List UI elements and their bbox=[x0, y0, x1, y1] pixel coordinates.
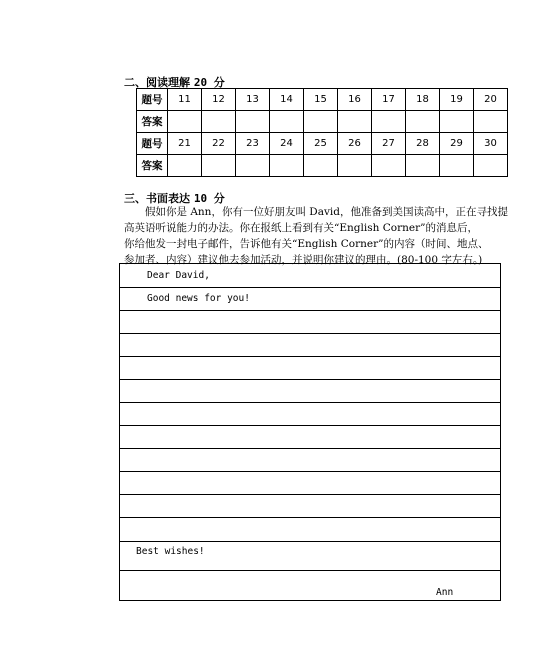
ruled-line bbox=[120, 425, 500, 426]
ruled-line bbox=[120, 448, 500, 449]
ruled-line bbox=[120, 570, 500, 571]
answer-cell[interactable] bbox=[406, 155, 440, 177]
question-number-cell: 24 bbox=[270, 133, 304, 155]
section-two-score: 20 分 bbox=[193, 76, 225, 89]
table-row bbox=[137, 111, 508, 133]
answer-cell[interactable] bbox=[440, 111, 474, 133]
answer-cell[interactable] bbox=[338, 111, 372, 133]
answer-cell[interactable] bbox=[338, 155, 372, 177]
question-number-cell: 30 bbox=[474, 133, 508, 155]
question-number-cell: 15 bbox=[304, 89, 338, 111]
letter-closing: Best wishes! bbox=[136, 546, 205, 557]
ruled-line bbox=[120, 287, 500, 288]
ruled-line bbox=[120, 402, 500, 403]
question-number-cell: 20 bbox=[474, 89, 508, 111]
prompt-line: 假如你是 Ann，你有一位好朋友叫 David，他准备到美国读高中，正在寻找提 bbox=[124, 206, 508, 218]
ruled-line bbox=[120, 379, 500, 380]
question-number-cell: 11 bbox=[168, 89, 202, 111]
question-number-cell: 17 bbox=[372, 89, 406, 111]
ruled-line bbox=[120, 494, 500, 495]
question-number-cell: 23 bbox=[236, 133, 270, 155]
question-number-cell: 29 bbox=[440, 133, 474, 155]
table-row bbox=[137, 155, 508, 177]
section-three-title: 三、书面表达 bbox=[124, 192, 194, 205]
question-number-label: 题号 bbox=[137, 89, 168, 111]
question-number-cell: 18 bbox=[406, 89, 440, 111]
answer-cell[interactable] bbox=[406, 111, 440, 133]
question-number-cell: 27 bbox=[372, 133, 406, 155]
answer-cell[interactable] bbox=[440, 155, 474, 177]
answer-cell[interactable] bbox=[202, 155, 236, 177]
answer-cell[interactable] bbox=[236, 155, 270, 177]
question-number-cell: 12 bbox=[202, 89, 236, 111]
question-number-cell: 19 bbox=[440, 89, 474, 111]
answer-cell[interactable] bbox=[304, 111, 338, 133]
answer-cell[interactable] bbox=[474, 111, 508, 133]
question-number-cell: 16 bbox=[338, 89, 372, 111]
section-three-score: 10 分 bbox=[193, 192, 225, 205]
answer-cell[interactable] bbox=[168, 155, 202, 177]
ruled-line bbox=[120, 471, 500, 472]
letter-writing-box[interactable] bbox=[119, 263, 501, 601]
answer-label: 答案 bbox=[137, 155, 168, 177]
answer-cell[interactable] bbox=[372, 155, 406, 177]
answer-table bbox=[136, 88, 508, 177]
answer-cell[interactable] bbox=[168, 111, 202, 133]
answer-cell[interactable] bbox=[202, 111, 236, 133]
letter-signature: Ann bbox=[436, 587, 454, 598]
question-number-cell: 28 bbox=[406, 133, 440, 155]
prompt-line: 你给他发一封电子邮件，告诉他有关“English Corner”的内容（时间、地点、 bbox=[124, 238, 489, 250]
ruled-line bbox=[120, 517, 500, 518]
answer-cell[interactable] bbox=[270, 111, 304, 133]
answer-cell[interactable] bbox=[270, 155, 304, 177]
section-two-title: 二、阅读理解 bbox=[124, 76, 194, 89]
prompt-line: 高英语听说能力的办法。你在报纸上看到有关“English Corner”的消息后， bbox=[124, 222, 478, 234]
letter-greeting: Dear David, bbox=[147, 270, 210, 281]
ruled-line bbox=[120, 333, 500, 334]
question-number-cell: 26 bbox=[338, 133, 372, 155]
answer-cell[interactable] bbox=[474, 155, 508, 177]
question-number-cell: 22 bbox=[202, 133, 236, 155]
question-number-cell: 25 bbox=[304, 133, 338, 155]
table-row bbox=[137, 89, 508, 111]
answer-cell[interactable] bbox=[236, 111, 270, 133]
answer-cell[interactable] bbox=[304, 155, 338, 177]
question-number-cell: 14 bbox=[270, 89, 304, 111]
question-number-cell: 21 bbox=[168, 133, 202, 155]
table-row bbox=[137, 133, 508, 155]
ruled-line bbox=[120, 310, 500, 311]
question-number-label: 题号 bbox=[137, 133, 168, 155]
ruled-line bbox=[120, 356, 500, 357]
question-number-cell: 13 bbox=[236, 89, 270, 111]
answer-cell[interactable] bbox=[372, 111, 406, 133]
writing-prompt bbox=[124, 204, 508, 268]
prompt-line: 参加者、内容）建议他去参加活动，并说明你建议的理由。(80-100 字左右。) bbox=[124, 254, 483, 266]
letter-opening: Good news for you! bbox=[147, 293, 250, 304]
ruled-line bbox=[120, 541, 500, 542]
answer-label: 答案 bbox=[137, 111, 168, 133]
